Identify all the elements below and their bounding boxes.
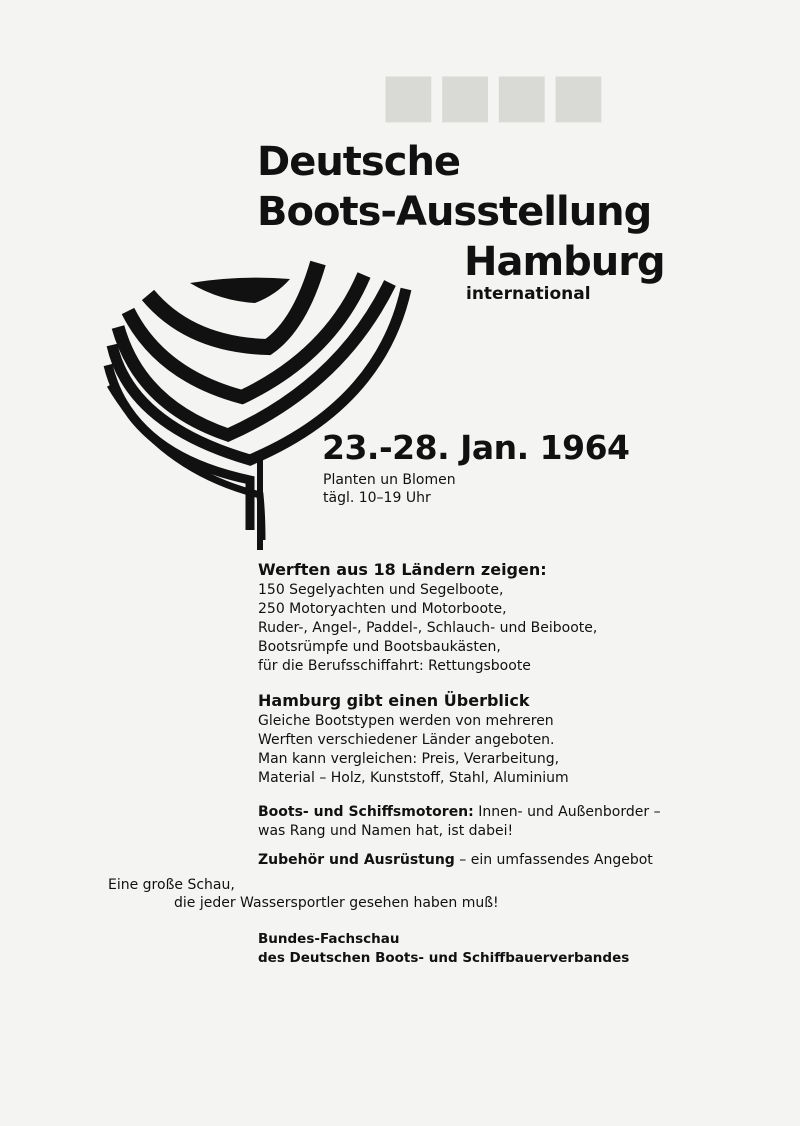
hamburg-line: Material – Holz, Kunststoff, Stahl, Aluminium bbox=[258, 770, 569, 786]
werften-item: 250 Motoryachten und Motorboote, bbox=[258, 601, 507, 617]
event-hours: tägl. 10–19 Uhr bbox=[323, 490, 431, 506]
logo-stripe-1 bbox=[190, 278, 290, 303]
section-hamburg-heading: Hamburg gibt einen Überblick bbox=[258, 691, 530, 710]
zubehoer-text: – ein umfassendes Angebot bbox=[454, 852, 653, 868]
fachschau-line-1: Bundes-Fachschau bbox=[258, 931, 400, 947]
motoren-text-2: was Rang und Namen hat, ist dabei! bbox=[258, 823, 514, 839]
section-zubehoer bbox=[258, 851, 678, 870]
hamburg-line: Werften verschiedener Länder angeboten. bbox=[258, 732, 555, 748]
title-line-1: Deutsche bbox=[257, 139, 461, 185]
bleed-through-shadow: ■■■■ bbox=[380, 60, 607, 130]
section-werften-heading: Werften aus 18 Ländern zeigen: bbox=[258, 560, 547, 579]
motoren-text-1: Innen- und Außenborder – bbox=[473, 804, 661, 820]
werften-item: für die Berufsschiffahrt: Rettungsboote bbox=[258, 658, 531, 674]
schau-line-2: die jeder Wassersportler gesehen haben muß! bbox=[174, 895, 499, 911]
section-werften bbox=[258, 559, 678, 676]
werften-item: 150 Segelyachten und Segelboote, bbox=[258, 582, 504, 598]
motoren-label: Boots- und Schiffsmotoren: bbox=[258, 804, 474, 820]
section-hamburg bbox=[258, 690, 678, 788]
zubehoer-label: Zubehör und Ausrüstung bbox=[258, 852, 455, 868]
werften-item: Ruder-, Angel-, Paddel-, Schlauch- und Beiboote, bbox=[258, 620, 598, 636]
werften-item: Bootsrümpfe und Bootsbaukästen, bbox=[258, 639, 501, 655]
logo-stripe-2 bbox=[148, 263, 318, 347]
title-subtitle: international bbox=[466, 284, 591, 304]
fachschau bbox=[258, 930, 678, 968]
hamburg-line: Man kann vergleichen: Preis, Verarbeitung, bbox=[258, 751, 560, 767]
title-line-2: Boots-Ausstellung bbox=[257, 189, 652, 235]
hamburg-line: Gleiche Bootstypen werden von mehreren bbox=[258, 713, 554, 729]
event-date: 23.-28. Jan. 1964 bbox=[322, 428, 630, 467]
schau-line-1: Eine große Schau, bbox=[108, 877, 235, 893]
title-line-3: Hamburg bbox=[464, 239, 665, 285]
section-motoren bbox=[258, 803, 678, 841]
boat-hull-logo bbox=[100, 255, 420, 555]
event-venue: Planten un Blomen bbox=[323, 472, 456, 488]
event-venue-block bbox=[323, 471, 456, 507]
fachschau-line-2: des Deutschen Boots- und Schiffbauerverbandes bbox=[258, 950, 630, 966]
